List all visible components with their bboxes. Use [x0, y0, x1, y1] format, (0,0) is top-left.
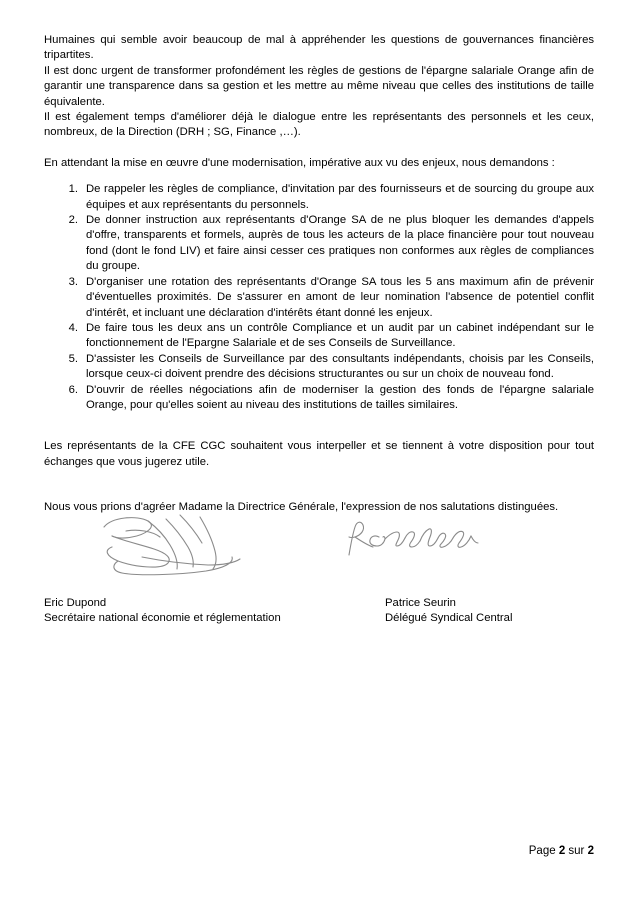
list-item: D'assister les Conseils de Surveillance par des consultants indépendants, choisis par les Conseils, lorsque ceux-ci doivent prendre des décisions structurantes ou sur un choix de nouveau fond. — [86, 352, 594, 381]
page-footer — [44, 845, 594, 857]
spacer — [44, 141, 594, 156]
list-item: De faire tous les deux ans un contrôle Compliance et un audit par un cabinet indépendant sur le fonctionnement de l'Epargne Salariale et de ses Conseils de Surveillance. — [86, 321, 594, 350]
footer-total-pages: 2 — [587, 845, 594, 857]
footer-current-page: 2 — [558, 845, 566, 857]
spacer — [44, 428, 594, 439]
spacer — [44, 413, 594, 428]
footer-prefix: Page — [528, 845, 559, 857]
paragraph-3: Il est également temps d'améliorer déjà le dialogue entre les représentants des personnels et les ceux, nombreux, de la Direction (DRH ; SG, Finance ,…). — [44, 111, 594, 139]
paragraph-2: Il est donc urgent de transformer profondément les règles de gestions de l'épargne salariale Orange afin de garantir une transparence dans sa gestion et les mettre au même niveau que celles des institutions de taille équivalente. — [44, 64, 594, 108]
spacer — [44, 470, 594, 485]
spacer — [44, 171, 594, 182]
signatory-title: Délégué Syndical Central — [385, 611, 513, 624]
paragraph-1: Humaines qui semble avoir beaucoup de mal à appréhender les questions de gouvernances financières tripartites. — [44, 34, 594, 62]
handwritten-signature-icon — [82, 505, 262, 590]
list-item: D'ouvrir de réelles négociations afin de moderniser la gestion des fonds de l'épargne salariale Orange, pour qu'elles soient au niveau des institutions de tailles similaires. — [86, 383, 594, 411]
list-item: De donner instruction aux représentants d'Orange SA de ne plus bloquer les demandes d'appels d'offre, transparents et formels, auprès de tous les acteurs de la place financière pour tout nouveau fond (dont le fond LIV) et faire ainsi cesser ces pratiques non conformes aux règles de compliances du groupe. — [86, 214, 594, 273]
signatory-name: Eric Dupond — [44, 597, 107, 609]
paragraph-intro-demands: En attendant la mise en œuvre d'une modernisation, impérative aux vu des enjeux, nous demandons : — [44, 156, 555, 169]
list-item: De rappeler les règles de compliance, d'invitation par des fournisseurs et de sourcing du groupe aux équipes et aux représentants du personnels. — [86, 183, 594, 211]
signatory-right — [385, 596, 512, 625]
spacer — [44, 485, 594, 500]
signatory-title: Secrétaire national économie et réglementation — [44, 611, 281, 624]
signatory-left — [44, 596, 281, 625]
handwritten-signature-icon — [339, 515, 499, 580]
signatory-name: Patrice Seurin — [385, 597, 456, 609]
demands-list — [44, 182, 594, 413]
footer-middle: sur — [565, 845, 588, 857]
closing-paragraph-1: Les représentants de la CFE CGC souhaitent vous interpeller et se tiennent à votre disposition pour tout échanges que vous jugerez utile. — [44, 440, 594, 468]
closing-paragraph-2: Nous vous prions d'agréer Madame la Directrice Générale, l'expression de nos salutations distinguées. — [44, 501, 559, 514]
document-body — [44, 33, 594, 516]
list-item: D'organiser une rotation des représentants d'Orange SA tous les 5 ans maximum afin de prévenir d'éventuelles proximités. De s'assurer en amont de leur nomination l'absence de potentiel conflit d'intérêt, et incluant une déclaration d'intérêts étant donné les enjeux. — [86, 275, 594, 319]
